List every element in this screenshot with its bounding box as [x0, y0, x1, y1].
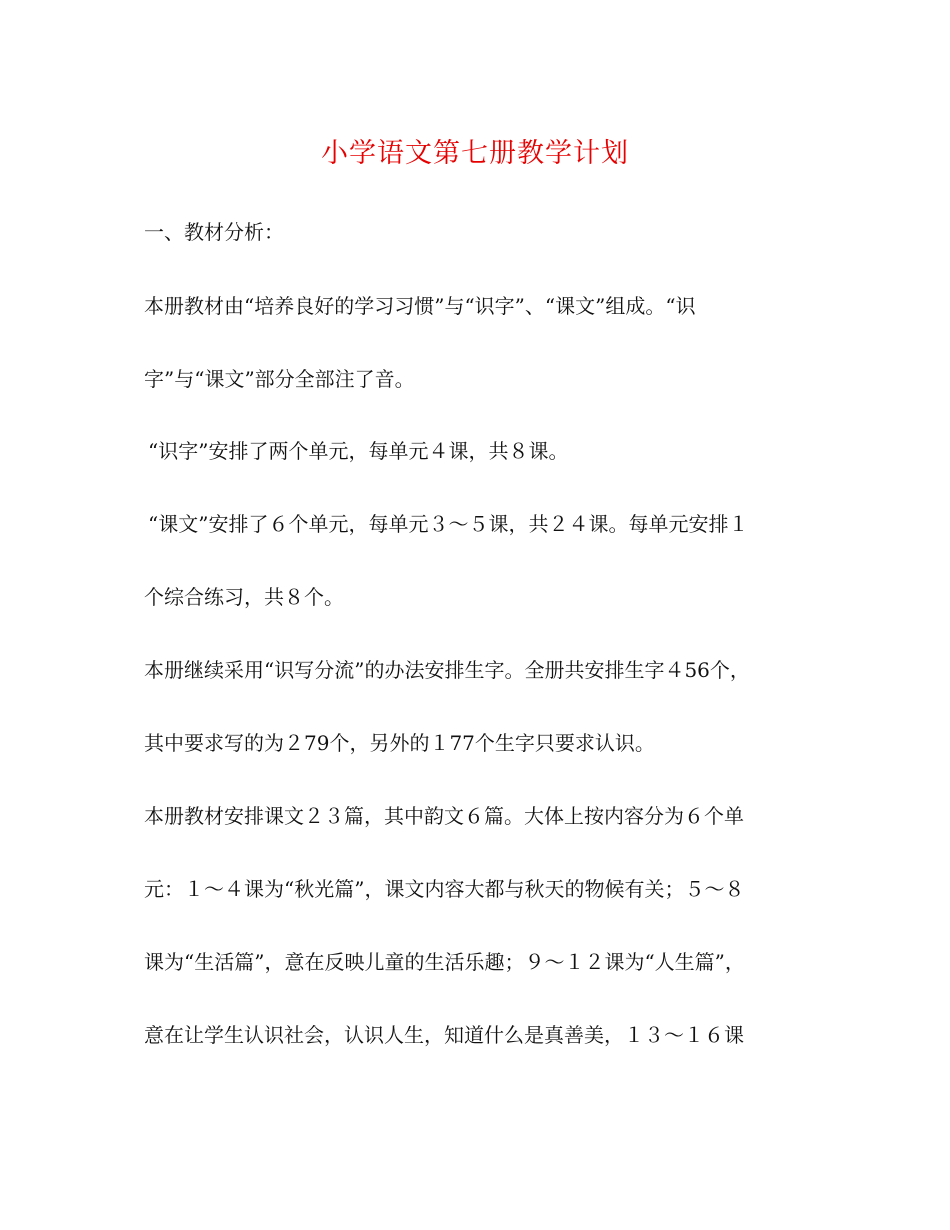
- paragraph-line: 本册教材安排课文２３篇，其中韵文６篇。大体上按内容分为６个单: [144, 804, 744, 828]
- paragraph-line: 课为“生活篇”，意在反映儿童的生活乐趣；９～１２课为“人生篇”，: [144, 950, 745, 974]
- paragraph-line: “课文”安排了６个单元，每单元３～５课，共２４课。每单元安排１: [148, 512, 749, 536]
- paragraph-line: 本册教材由“培养良好的学习习惯”与“识字”、“课文”组成。“识: [144, 294, 696, 318]
- paragraph-line: 本册继续采用“识写分流”的办法安排生字。全册共安排生字４56个，: [144, 658, 750, 682]
- paragraph-line: 元：１～４课为“秋光篇”，课文内容大都与秋天的物候有关；５～８: [144, 877, 745, 901]
- paragraph-line: 意在让学生认识社会，认识人生，知道什么是真善美，１３～１６课: [144, 1023, 744, 1047]
- paragraph-line: “识字”安排了两个单元，每单元４课，共８课。: [148, 439, 569, 463]
- section-heading: 一、教材分析：: [144, 220, 284, 244]
- document-title: 小学语文第七册教学计划: [321, 138, 629, 169]
- paragraph-line: 字”与“课文”部分全部注了音。: [144, 367, 415, 391]
- paragraph-line: 个综合练习，共８个。: [144, 585, 344, 609]
- paragraph-line: 其中要求写的为２79个，另外的１77个生字只要求认识。: [144, 731, 655, 755]
